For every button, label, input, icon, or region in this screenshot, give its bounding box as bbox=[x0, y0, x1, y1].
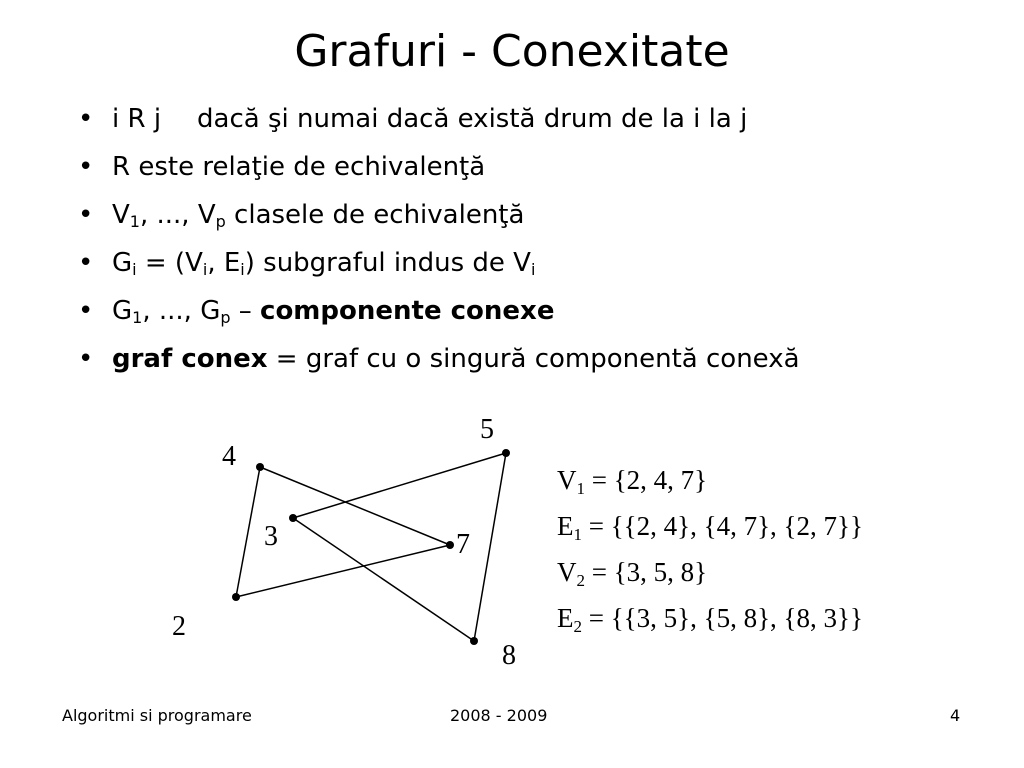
text-v: V bbox=[112, 200, 130, 230]
node-label-3: 3 bbox=[264, 521, 278, 552]
set-value: = {{2, 4}, {4, 7}, {2, 7}} bbox=[582, 511, 863, 541]
node-label-8: 8 bbox=[502, 640, 516, 671]
footer-page-number: 4 bbox=[950, 706, 961, 725]
subscript: p bbox=[220, 308, 231, 327]
component-sets bbox=[557, 460, 863, 644]
subscript: 1 bbox=[129, 212, 140, 231]
subscript: p bbox=[215, 212, 226, 231]
relation-definition: dacă şi numai dacă există drum de la i la j bbox=[197, 104, 748, 134]
subscript: 1 bbox=[576, 479, 585, 498]
node-4 bbox=[256, 463, 264, 471]
text-mid: , ..., G bbox=[142, 296, 221, 326]
text-rest: ) subgraful indus de V bbox=[244, 248, 531, 278]
text-eq: = (V bbox=[136, 248, 203, 278]
equivalence-text: R este relaţie de echivalenţă bbox=[112, 152, 486, 182]
node-7 bbox=[446, 541, 454, 549]
text-dash: – bbox=[230, 296, 261, 326]
node-label-5: 5 bbox=[480, 414, 494, 445]
node-label-4: 4 bbox=[222, 441, 236, 472]
edge-5-8 bbox=[474, 453, 506, 641]
subscript: 1 bbox=[573, 525, 582, 544]
bullet-dot: • bbox=[78, 344, 94, 374]
node-3 bbox=[289, 514, 297, 522]
bullet-dot: • bbox=[78, 200, 94, 230]
node-8 bbox=[470, 637, 478, 645]
set-symbol: E bbox=[557, 511, 574, 541]
edge-4-2 bbox=[236, 467, 260, 597]
edge-3-8 bbox=[293, 518, 474, 641]
subscript: i bbox=[132, 260, 137, 279]
footer-course: Algoritmi si programare bbox=[62, 706, 252, 725]
set-symbol: V bbox=[557, 465, 577, 495]
text-rest: = graf cu o singură componentă conexă bbox=[267, 344, 800, 374]
node-label-2: 2 bbox=[172, 611, 186, 642]
set-symbol: E bbox=[557, 603, 574, 633]
bullet-dot: • bbox=[78, 104, 94, 134]
edge-3-5 bbox=[293, 453, 506, 518]
slide-title: Grafuri - Conexitate bbox=[294, 26, 730, 77]
set-e2 bbox=[557, 598, 863, 644]
subscript: 2 bbox=[576, 571, 585, 590]
text-comma: , E bbox=[207, 248, 241, 278]
subscript: 1 bbox=[132, 308, 143, 327]
subscript: 2 bbox=[573, 617, 582, 636]
text-mid: , ..., V bbox=[139, 200, 216, 230]
node-2 bbox=[232, 593, 240, 601]
bullet-dot: • bbox=[78, 152, 94, 182]
node-label-7: 7 bbox=[456, 529, 470, 560]
text-rest: clasele de echivalenţă bbox=[225, 200, 525, 230]
set-symbol: V bbox=[557, 557, 577, 587]
bold-term: graf conex bbox=[112, 344, 268, 374]
subscript: i bbox=[530, 260, 536, 279]
subscript: i bbox=[240, 260, 245, 279]
set-e1 bbox=[557, 506, 863, 552]
bullet-dot: • bbox=[78, 296, 94, 326]
relation-text: i R j bbox=[112, 104, 162, 134]
set-value: = {2, 4, 7} bbox=[585, 465, 708, 495]
node-5 bbox=[502, 449, 510, 457]
set-value: = {3, 5, 8} bbox=[585, 557, 708, 587]
set-v1 bbox=[557, 460, 863, 506]
set-value: = {{3, 5}, {5, 8}, {8, 3}} bbox=[582, 603, 863, 633]
text-g: G bbox=[112, 248, 133, 278]
footer-year: 2008 - 2009 bbox=[450, 706, 548, 725]
bold-term: componente conexe bbox=[260, 296, 555, 326]
set-v2 bbox=[557, 552, 863, 598]
subscript: i bbox=[202, 260, 208, 279]
text-g: G bbox=[112, 296, 133, 326]
bullet-dot: • bbox=[78, 248, 94, 278]
